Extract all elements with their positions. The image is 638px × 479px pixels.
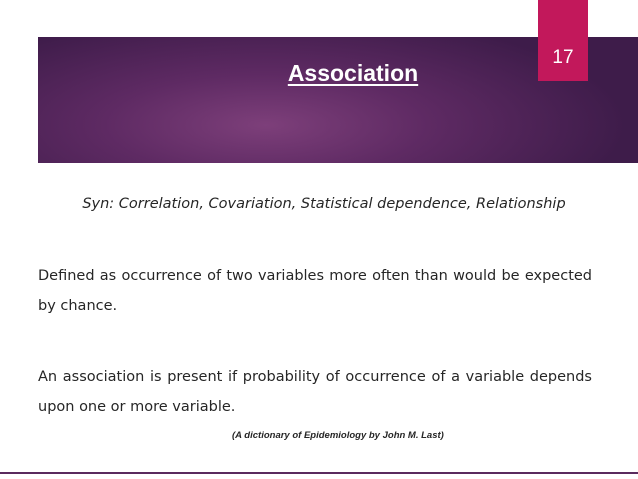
slide-title: Association [287, 60, 419, 86]
slide-number: 17 [552, 47, 574, 68]
definition-paragraph: Defined as occurrence of two variables more often than would be expected by chance. [38, 268, 592, 314]
bottom-divider [0, 472, 638, 474]
synonyms-line: Syn: Correlation, Covariation, Statistical dependence, Relationship [82, 196, 566, 212]
association-paragraph: An association is present if probability of occurrence of a variable depends upon one or more variable. [38, 369, 592, 415]
citation: (A dictionary of Epidemiology by John M. Last) [232, 430, 444, 441]
